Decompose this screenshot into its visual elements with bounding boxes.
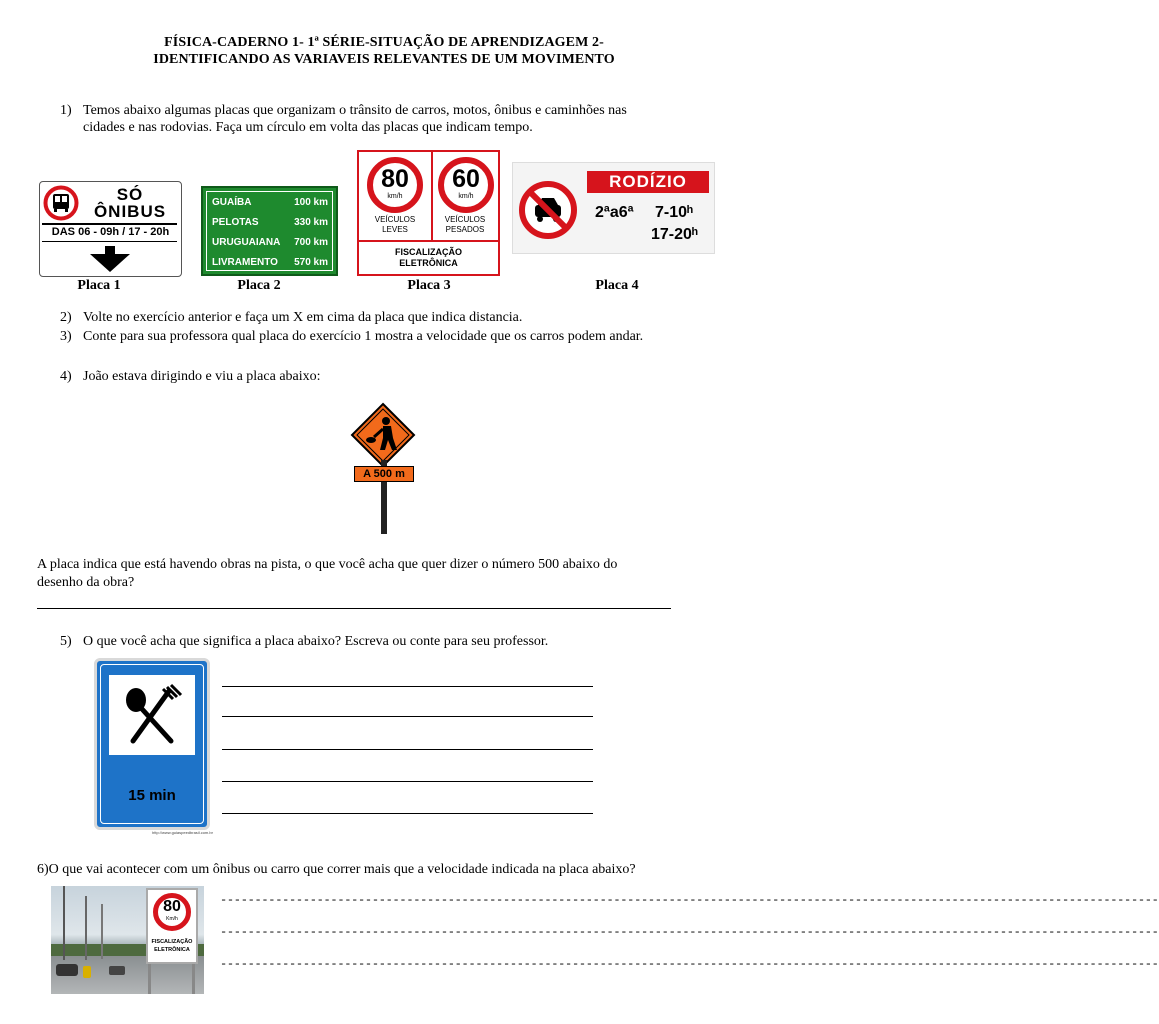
placa-3-left-unit: km/h <box>387 193 403 200</box>
question-2 <box>0 309 768 326</box>
answer-dashline-q6-2[interactable]: ---------------------------------------------------------------------------------------------------------------------------------------- <box>220 925 1159 939</box>
question-5 <box>0 633 768 650</box>
placa-2-city-3: URUGUAIANA <box>212 237 281 248</box>
placa-2-dist-1: 100 km <box>294 197 328 208</box>
answer-line-q5-1[interactable] <box>222 686 593 687</box>
placa-3-right-unit: km/h <box>458 193 474 200</box>
placa-4-days: 2ªa6ª <box>595 204 634 221</box>
question-4-number: 4) <box>60 369 72 384</box>
placa-3-left-label1: VEÍCULOS <box>374 215 416 224</box>
placa-4-title: RODÍZIO <box>587 171 709 193</box>
no-car-icon <box>517 179 579 241</box>
question-4-followup-line2: desenho da obra? <box>37 575 135 590</box>
question-4-followup-line1: A placa indica que está havendo obras na pista, o que você acha que quer dizer o número 500 abaixo do <box>37 557 618 572</box>
fork-spoon-icon <box>119 685 185 745</box>
placa-2-sign <box>201 186 338 276</box>
answer-line-q5-5[interactable] <box>222 813 593 814</box>
question-5-text: O que você acha que significa a placa abaixo? Escreva ou conte para seu professor. <box>83 634 549 649</box>
placa-2-dist-3: 700 km <box>294 237 328 248</box>
placa-1-label: Placa 1 <box>77 278 121 293</box>
answer-line-q5-3[interactable] <box>222 749 593 750</box>
photo-sign-line2: ELETRÔNICA <box>154 947 190 953</box>
question-5-number: 5) <box>60 634 72 649</box>
photo-sign-unit: Km/h <box>166 916 178 922</box>
question-1 <box>0 102 768 142</box>
placa-4-time2: 17-20ʰ <box>651 226 698 243</box>
question-3 <box>0 328 768 345</box>
placa-3-label: Placa 3 <box>407 278 451 293</box>
placa-2-label: Placa 2 <box>237 278 281 293</box>
page-title-line2: IDENTIFICANDO AS VARIAVEIS RELEVANTES DE UM MOVIMENTO <box>153 52 615 67</box>
answer-dashline-q6-3[interactable]: ---------------------------------------------------------------------------------------------------------------------------------------- <box>220 957 1159 971</box>
question-2-number: 2) <box>60 310 72 325</box>
placa-3-footer1: FISCALIZAÇÃO <box>395 247 462 257</box>
photo-sign-speed: 80 <box>163 898 181 915</box>
placa-1-sign <box>39 181 182 277</box>
placa-2-city-4: LIVRAMENTO <box>212 257 278 268</box>
placa-1-line1: SÓ <box>116 185 144 204</box>
road-photo <box>51 886 204 994</box>
arrow-down-icon <box>88 246 132 272</box>
answer-line-q5-4[interactable] <box>222 781 593 782</box>
question-3-number: 3) <box>60 329 72 344</box>
page-title-line1: FÍSICA-CADERNO 1- 1ª SÉRIE-SITUAÇÃO DE APRENDIZAGEM 2- <box>164 35 604 50</box>
answer-line-q4[interactable] <box>37 608 671 609</box>
placa-3-sign <box>357 150 500 276</box>
placa-1-hours: DAS 06 - 09h / 17 - 20h <box>51 226 170 238</box>
placa-2-dist-4: 570 km <box>294 257 328 268</box>
placa-2-city-2: PELOTAS <box>212 217 259 228</box>
question-6: 6)O que vai acontecer com um ônibus ou carro que correr mais que a velocidade indicada na placa abaixo? <box>37 862 636 877</box>
placa-3-right-label2: PESADOS <box>445 225 485 234</box>
placa-4-sign <box>512 162 715 254</box>
placa-1-line2: ÔNIBUS <box>93 202 167 221</box>
placa-2-dist-2: 330 km <box>294 217 328 228</box>
road-work-sign <box>350 402 416 468</box>
photo-sign-line1: FISCALIZAÇÃO <box>151 939 193 945</box>
photo-speed-sign <box>146 888 198 964</box>
bus-icon <box>43 185 79 221</box>
placa-4-time1: 7-10ʰ <box>655 204 693 221</box>
question-2-text: Volte no exercício anterior e faça um X em cima da placa que indica distancia. <box>83 310 523 325</box>
meal-sign-time: 15 min <box>128 787 176 804</box>
question-4 <box>0 368 768 385</box>
placa-3-footer2: ELETRÔNICA <box>399 258 458 268</box>
placa-3-left-label2: LEVES <box>382 225 408 234</box>
meal-sign <box>94 658 210 830</box>
answer-line-q5-2[interactable] <box>222 716 593 717</box>
meal-sign-credit: http://www.guiaspeedbrasil.com.br <box>152 830 213 835</box>
question-1-number: 1) <box>60 103 72 118</box>
question-1-line1: Temos abaixo algumas placas que organizam o trânsito de carros, motos, ônibus e caminhões nas <box>83 103 627 118</box>
placa-3-right-label1: VEÍCULOS <box>444 215 486 224</box>
question-3-text: Conte para sua professora qual placa do exercício 1 mostra a velocidade que os carros podem andar. <box>83 329 644 344</box>
question-1-line2: cidades e nas rodovias. Faça um círculo em volta das placas que indicam tempo. <box>83 120 533 135</box>
road-work-distance: A 500 m <box>354 466 414 482</box>
question-4-text: João estava dirigindo e viu a placa abaixo: <box>83 369 321 384</box>
placa-3-right-speed: 60 <box>452 165 480 193</box>
answer-dashline-q6-1[interactable]: ---------------------------------------------------------------------------------------------------------------------------------------- <box>220 893 1159 907</box>
placa-3-left-speed: 80 <box>381 165 409 193</box>
placa-4-label: Placa 4 <box>595 278 639 293</box>
placa-2-city-1: GUAÍBA <box>212 197 252 208</box>
